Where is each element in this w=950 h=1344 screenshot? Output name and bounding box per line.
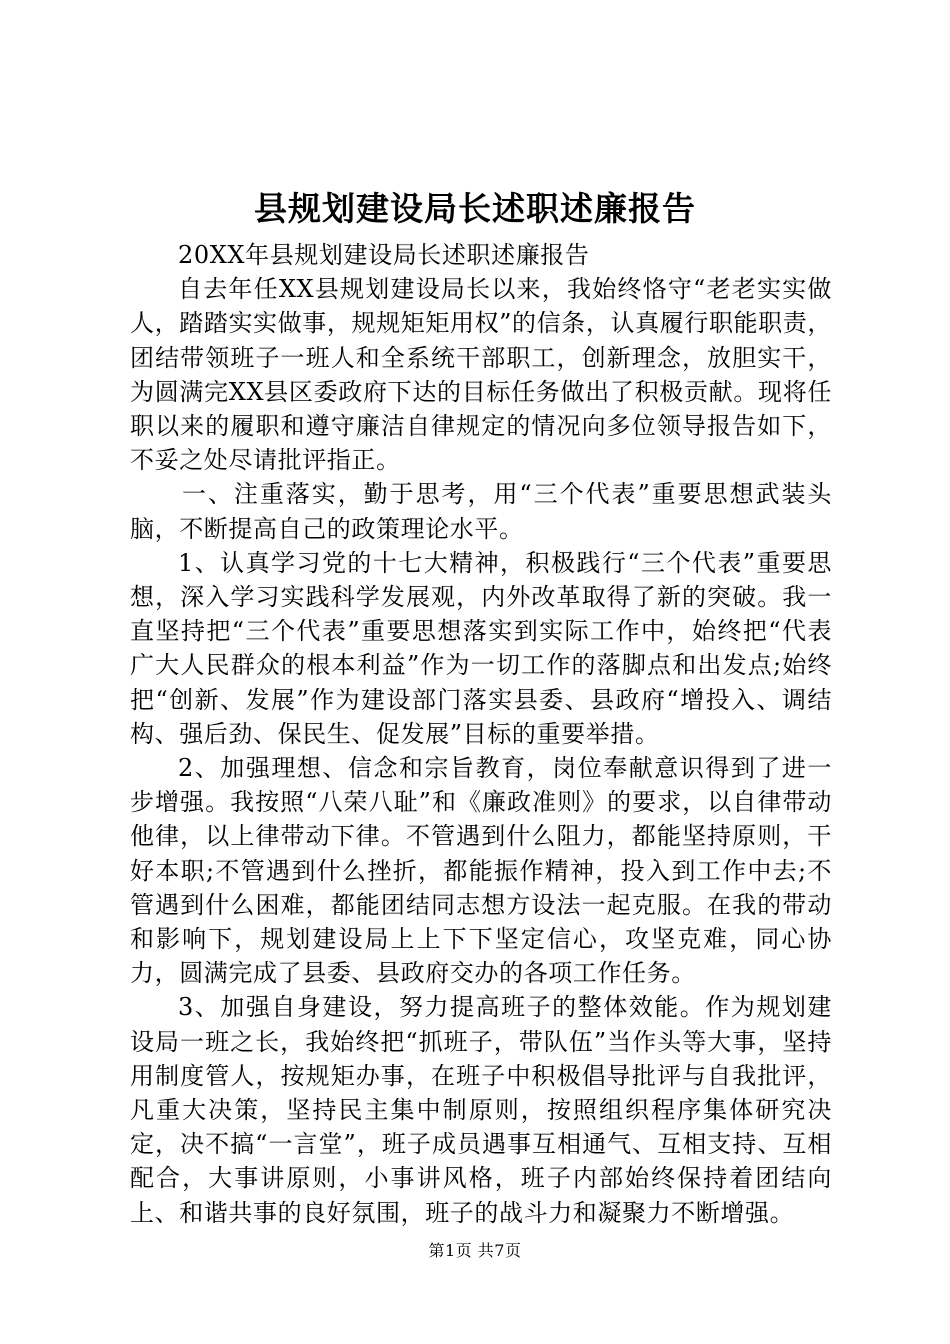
document-body [130, 238, 832, 1230]
paragraph-item-3: 3、加强自身建设，努力提高班子的整体效能。作为规划建设局一班之长，我始终把“抓班子，带队伍”当作头等大事，坚持用制度管人，按规矩办事，在班子中积极倡导批评与自我批评，凡重大决策，坚持民主集中制原则，按照组织程序集体研究决定，决不搞“一言堂”，班子成员遇事互相通气、互相支持、互相配合，大事讲原则，小事讲风格，班子内部始终保持着团结向上、和谐共事的良好氛围，班子的战斗力和凝聚力不断增强。 [130, 993, 832, 1227]
document-title: 县规划建设局长述职述廉报告 [254, 189, 696, 228]
page-footer: 第1页 共7页 [428, 1241, 522, 1260]
document-subtitle: 20XX年县规划建设局长述职述廉报告 [178, 241, 590, 269]
paragraph-item-2: 2、加强理想、信念和宗旨教育，岗位奉献意识得到了进一步增强。我按照“八荣八耻”和《廉政准则》的要求，以自律带动他律，以上律带动下律。不管遇到什么阻力，都能坚持原则，干好本职;不管遇到什么挫折，都能振作精神，投入到工作中去;不管遇到什么困难，都能团结同志想方设法一起克服。在我的带动和影响下，规划建设局上上下下坚定信心，攻坚克难，同心协力，圆满完成了县委、县政府交办的各项工作任务。 [130, 754, 832, 988]
section-heading-1: 一、注重落实，勤于思考，用“三个代表”重要思想武装头脑，不断提高自己的政策理论水平。 [130, 480, 832, 543]
paragraph-item-1: 1、认真学习党的十七大精神，积极践行“三个代表”重要思想，深入学习实践科学发展观，内外改革取得了新的突破。我一直坚持把“三个代表”重要思想落实到实际工作中，始终把“代表广大人民群众的根本利益”作为一切工作的落脚点和出发点;始终把“创新、发展”作为建设部门落实县委、县政府“增投入、调结构、强后劲、保民生、促发展”目标的重要举措。 [130, 548, 832, 748]
paragraph-intro: 自去年任XX县规划建设局长以来，我始终恪守“老老实实做人，踏踏实实做事，规规矩矩用权”的信条，认真履行职能职责，团结带领班子一班人和全系统干部职工，创新理念，放胆实干，为圆满完XX县区委政府下达的目标任务做出了积极贡献。现将任职以来的履职和遵守廉洁自律规定的情况向多位领导报告如下，不妥之处尽请批评指正。 [130, 275, 832, 475]
